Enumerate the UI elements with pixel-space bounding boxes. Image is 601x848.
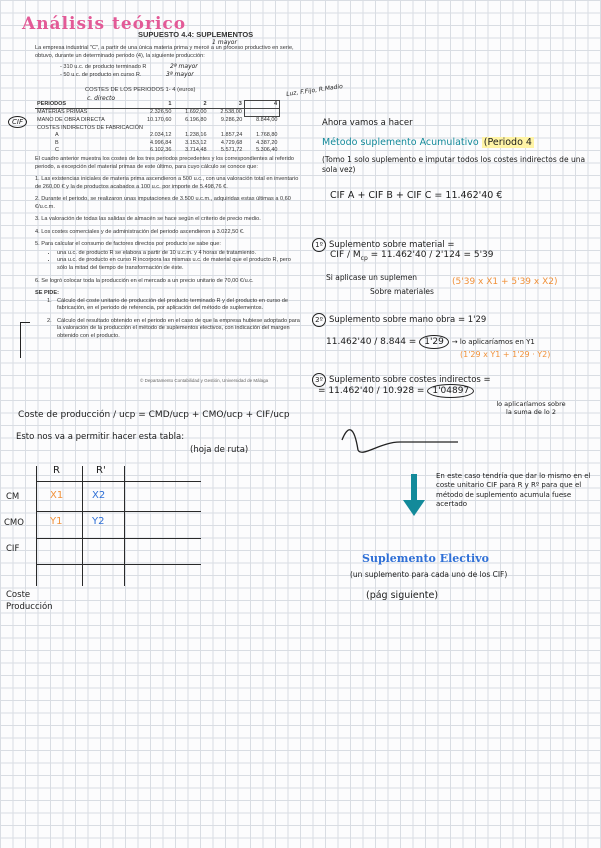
- exercise-body: [35, 156, 300, 345]
- note-ahora: Ahora vamos a hacer: [322, 118, 413, 128]
- table-header: 3: [209, 101, 245, 109]
- body-paragraph: 1. Las existencias iniciales de materia prima ascendieron a 500 u.c., con una valoración total en inventario de 260,00 € y la de productos acabados a 100 u.c. por importe de 5.498,76 €.: [35, 176, 299, 190]
- table-cell: 5.306,40: [256, 147, 278, 154]
- product-list: [60, 64, 146, 79]
- table-cell: 6.102,36: [150, 147, 172, 154]
- info-note: En este caso tendría que dar lo mismo en el coste unitario CIF para R y Rº para que el método de suplemento acumula fuese acertado: [436, 472, 591, 509]
- s1-formula: CIF / M: [330, 250, 361, 260]
- bullet-item: • una u.c. de producto R se elabora a partir de 10 u.c.m. y 4 horas de tratamiento.: [57, 250, 300, 258]
- grid-line: [36, 481, 201, 482]
- table-cell: 8.844,00: [256, 117, 278, 124]
- table-cell: A: [55, 132, 59, 139]
- cost-formula: Coste de producción / ucp = CMD/ucp + CMO/ucp + CIF/ucp: [18, 410, 290, 420]
- note-mayor-1: 1 mayor: [212, 39, 237, 46]
- table-cell-empty: [244, 109, 279, 117]
- grid-line: [82, 466, 83, 586]
- table-cell: 4.729,68: [220, 139, 243, 146]
- electivo-desc: (un suplemento para cada uno de los CIF): [350, 570, 508, 579]
- table-cell: 5.571,72: [220, 147, 243, 154]
- s2-title: Suplemento sobre mano obra = 1'29: [329, 315, 487, 325]
- table-row: [35, 147, 280, 154]
- bracket-line: [20, 322, 21, 358]
- body-paragraph: 3. La valoración de todas las salidas de almacén se hace según el criterio de precio medio.: [35, 216, 261, 223]
- row-label-cmo: CMO: [4, 518, 24, 528]
- note-mayor-2: 2ª mayor: [170, 63, 198, 70]
- exercise-intro: La empresa industrial "C", a partir de una única materia prima y mercé a un proceso productivo en serie, obtuvo, durante un determinado periodo (4), la siguiente producción:: [35, 45, 294, 59]
- item-number: 2.: [47, 317, 52, 324]
- metodo-paren: (Periodo 4: [483, 137, 532, 148]
- body-paragraph: 6. Se logró colocar toda la producción en el mercado a un precio unitario de 70,00 €/u.c.: [35, 277, 254, 284]
- se-pide-item: [47, 317, 300, 341]
- step-number-icon: 2º: [312, 313, 326, 327]
- table-cell: 3.714,48: [185, 147, 207, 154]
- produccion-label: Producción: [6, 602, 53, 612]
- body-paragraph: El cuadro anterior muestra los costes de los tres periodos precedentes y los correspondientes al referido periodo, a excepción del material primas de este último, para cuyo cálculo se conoce que:: [35, 156, 295, 170]
- metodo-title: Método suplemento Acumulativo: [322, 137, 479, 148]
- col-header-r-prime: R': [96, 465, 106, 476]
- table-cell: 2.538,00: [220, 109, 242, 116]
- body-paragraph: 5. Para calcular el consumo de factores directos por producto se sabe que:: [35, 241, 221, 248]
- table-cell: 10.170,60: [146, 117, 172, 124]
- metodo-heading: [322, 137, 534, 148]
- grid-line: [124, 466, 125, 586]
- table-cell: 1.238,16: [185, 132, 207, 139]
- arrow-head-icon: [403, 500, 425, 516]
- table-row: [35, 125, 280, 132]
- electivo-title: Suplemento Electivo: [362, 552, 489, 565]
- s3-title: Suplemento sobre costes indirectos =: [329, 375, 491, 385]
- cif-sum: CIF A + CIF B + CIF C = 11.462'40 €: [330, 190, 503, 201]
- table-cell: 1.768,80: [256, 132, 278, 139]
- bracket-line: [20, 322, 30, 323]
- note-mayor-3: 3ª mayor: [166, 71, 194, 78]
- s3-calc: = 11.462'40 / 10.928 =: [318, 386, 425, 396]
- grid-line: [36, 564, 201, 565]
- table-cell: 6.196,80: [185, 117, 207, 124]
- s1-note-a: Si aplicase un suplemen: [326, 273, 418, 282]
- cell-x2: X2: [92, 490, 106, 501]
- s1-title: Suplemento sobre material =: [329, 240, 455, 250]
- table-header: PERIODOS: [35, 101, 134, 109]
- row-label-cif: CIF: [6, 544, 20, 554]
- s1-value: = 11.462'40 / 2'124 = 5'39: [370, 250, 494, 260]
- s2-note: → lo aplicaríamos en Y1: [451, 338, 535, 346]
- bullet-item: • una u.c. de producto en curso R incorpora las mismas u.c. de material que el producto R, pero sólo la mitad del tiempo de transformación de éste.: [57, 257, 300, 272]
- s1-line: [330, 250, 494, 262]
- s1-sub: cp: [360, 254, 368, 262]
- s2-expr: (1'29 x Y1 + 1'29 · Y2): [460, 350, 551, 359]
- grid-line: [36, 511, 201, 512]
- item-text: Cálculo del resultado obtenido en el periodo en el caso de que la empresa hubiese adoptado para la valoración de la producción el método de suplementos electivos, con indicación del margen obtenido con el producto.: [57, 317, 300, 339]
- table-intro: Esto nos va a permitir hacer esta tabla:: [16, 432, 185, 442]
- table-header: 2: [173, 101, 208, 109]
- grid-line: [36, 466, 37, 586]
- arrow-icon: [411, 474, 417, 502]
- s2-result: 1'29: [419, 335, 449, 349]
- squiggle-doodle: [340, 420, 460, 460]
- product-line: - 50 u.c. de producto en curso R.: [60, 71, 142, 78]
- table-cell: C: [55, 147, 59, 154]
- table-header: 1: [134, 101, 173, 109]
- exercise-title: SUPUESTO 4.4: SUPLEMENTOS: [138, 30, 254, 39]
- s2-calc: 11.462'40 / 8.844 =: [326, 337, 417, 347]
- s3-line: [318, 386, 474, 396]
- printed-footer: © Departamento Contabilidad y Gestión, Universidad de Málaga: [140, 378, 269, 383]
- note-c-directo: c. directo: [87, 95, 116, 102]
- bullet-list: [35, 250, 300, 273]
- step-number-icon: 1º: [312, 238, 326, 252]
- note-cif: CIF: [8, 116, 27, 128]
- table-cell: 2.034,12: [150, 132, 172, 139]
- table-row: [35, 140, 280, 147]
- table-cell: MATERIAS PRIMAS: [37, 109, 88, 116]
- s3-note: lo aplicaríamos sobre la suma de lo 2: [496, 400, 566, 417]
- metodo-descripcion: (Tomo 1 solo suplemento e imputar todos los costes indirectos de una sola vez): [322, 155, 586, 174]
- cell-x1: X1: [50, 490, 64, 501]
- table-cell: 1.692,00: [185, 109, 207, 116]
- hoja-ruta: (hoja de ruta): [190, 445, 249, 455]
- table-cell: 9.286,20: [220, 117, 243, 124]
- table-cell: 4.387,20: [256, 139, 278, 146]
- table-header-row: [35, 101, 280, 109]
- item-text: Cálculo del coste unitario de producción del producto terminado R y del producto en curso de fabricación, en el periodo de referencia, por aplicación del método de suplementos.: [57, 297, 289, 312]
- table-cell: 4.996,84: [150, 139, 172, 146]
- table-row: [35, 117, 280, 125]
- table-header: 4: [244, 101, 279, 109]
- cell-y1: Y1: [50, 516, 63, 527]
- note-periodo: Luz, F.Fijo, R.Madio: [285, 83, 344, 98]
- table-cell: COSTES INDIRECTOS DE FABRICACIÓN: [37, 124, 143, 131]
- se-pide-item: [47, 297, 300, 313]
- s3-result: 1'04897: [427, 384, 474, 398]
- row-label-cm: CM: [6, 492, 20, 502]
- table-cell: 1.857,24: [220, 132, 243, 139]
- table-cell: MANO DE OBRA DIRECTA: [37, 117, 105, 124]
- table-cell: B: [55, 139, 59, 146]
- se-pide-list: [35, 298, 300, 341]
- costs-table: [35, 100, 280, 154]
- s1-note-b: Sobre materiales: [370, 287, 434, 296]
- table-row: [35, 109, 280, 117]
- table-row: [35, 132, 280, 139]
- item-number: 1.: [47, 297, 52, 304]
- page-title: Análisis teórico: [22, 14, 187, 34]
- table-cell: 2.326,50: [150, 109, 172, 116]
- grid-line: [36, 538, 201, 539]
- body-paragraph: 2. Durante el periodo, se realizaron unas imputaciones de 3.500 u.c.m., adquiridas estas últimas a 0,60 €/u.c.m.: [35, 196, 291, 210]
- col-header-r: R: [53, 465, 60, 476]
- s2-expression: [460, 350, 550, 359]
- s1-expression: (5'39 x X1 + 5'39 x X2): [452, 277, 558, 287]
- cell-y2: Y2: [92, 516, 105, 527]
- se-pide-heading: SE PIDE:: [35, 290, 59, 297]
- step-number-icon: 3º: [312, 373, 326, 387]
- product-line: - 310 u.c. de producto terminado R: [60, 64, 147, 70]
- body-paragraph: 4. Los costes comerciales y de administración del periodo ascendieron a 3.022,50 €.: [35, 228, 245, 235]
- supplement-2: [312, 313, 486, 327]
- pag-siguiente: (pág siguiente): [366, 590, 439, 601]
- coste-label: Coste: [6, 590, 31, 600]
- costs-title: COSTES DE LOS PERIODOS 1- 4 (euros): [85, 87, 196, 93]
- s2-line: [326, 337, 535, 347]
- table-cell: 3.153,12: [185, 139, 207, 146]
